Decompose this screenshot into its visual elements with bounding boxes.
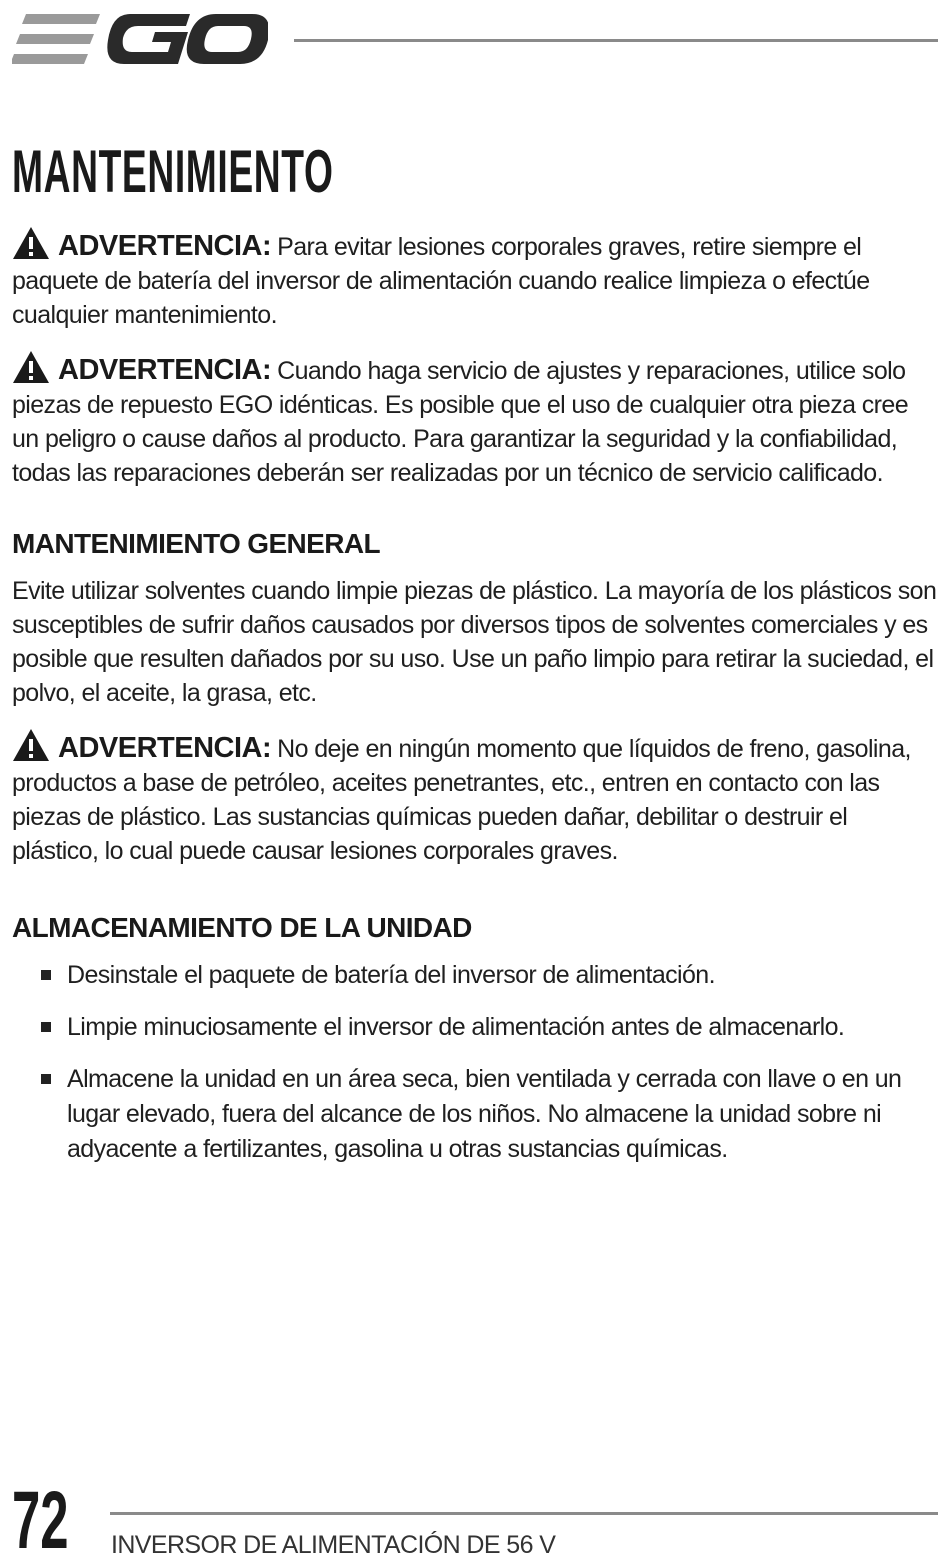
main-content bbox=[12, 132, 938, 1184]
warning-paragraph bbox=[12, 350, 938, 490]
footer-rule bbox=[110, 1512, 938, 1515]
ego-logo bbox=[12, 10, 268, 68]
warning-paragraph bbox=[12, 728, 938, 868]
page-footer bbox=[12, 1476, 938, 1566]
warning-triangle-icon bbox=[12, 728, 50, 762]
square-bullet-icon bbox=[41, 1022, 51, 1032]
storage-list bbox=[12, 958, 938, 1167]
warning-text: Cuando haga servicio de ajustes y reparaciones, utilice solo piezas de repuesto EGO idénticas. Es posible que el uso de cualquier otra pieza cree un peligro o cause daños al producto. Para garantizar la seguridad y la confiabilidad, todas las reparaciones deberán ser realizadas por un técnico de servicio calificado. bbox=[12, 357, 908, 487]
page-title: MANTENIMIENTO bbox=[12, 138, 334, 205]
list-item-text: Almacene la unidad en un área seca, bien ventilada y cerrada con llave o en un lugar elevado, fuera del alcance de los niños. No almacene la unidad sobre ni adyacente a fertilizantes, gasolina u otras sustancias químicas. bbox=[67, 1065, 902, 1163]
warning-text: No deje en ningún momento que líquidos de freno, gasolina, productos a base de petróleo, aceites penetrantes, etc., entren en contacto con las piezas de plástico. Las sustancias químicas pueden dañar, debilitar o destruir el plástico, lo cual puede causar lesiones corporales graves. bbox=[12, 735, 911, 865]
page-number: 72 bbox=[12, 1475, 69, 1566]
warning-triangle-icon bbox=[12, 226, 50, 260]
square-bullet-icon bbox=[41, 1074, 51, 1084]
general-maintenance-text: Evite utilizar solventes cuando limpie piezas de plástico. La mayoría de los plásticos son susceptibles de sufrir daños causados por diversos tipos de solventes comerciales y es posible que resulten dañados por su uso. Use un paño limpio para retirar la suciedad, el polvo, el aceite, la grasa, etc. bbox=[12, 577, 937, 707]
page-header bbox=[12, 8, 938, 70]
warning-text: Para evitar lesiones corporales graves, retire siempre el paquete de batería del inversor de alimentación cuando realice limpieza o efectúe cualquier mantenimiento. bbox=[12, 233, 870, 329]
warning-triangle-icon bbox=[12, 350, 50, 384]
list-item bbox=[12, 1010, 938, 1045]
list-item-text: Limpie minuciosamente el inversor de alimentación antes de almacenarlo. bbox=[67, 1013, 845, 1041]
list-item bbox=[12, 1062, 938, 1167]
warning-label: ADVERTENCIA: bbox=[58, 230, 272, 262]
warning-label: ADVERTENCIA: bbox=[58, 354, 272, 386]
header-rule bbox=[294, 39, 938, 42]
warning-label: ADVERTENCIA: bbox=[58, 732, 272, 764]
list-item-text: Desinstale el paquete de batería del inversor de alimentación. bbox=[67, 961, 715, 989]
storage-heading: ALMACENAMIENTO DE LA UNIDAD bbox=[12, 912, 472, 943]
square-bullet-icon bbox=[41, 970, 51, 980]
footer-product-title: INVERSOR DE ALIMENTACIÓN DE 56 V bbox=[111, 1531, 556, 1559]
list-item bbox=[12, 958, 938, 993]
general-maintenance-heading: MANTENIMIENTO GENERAL bbox=[12, 528, 380, 559]
warning-paragraph bbox=[12, 226, 938, 332]
